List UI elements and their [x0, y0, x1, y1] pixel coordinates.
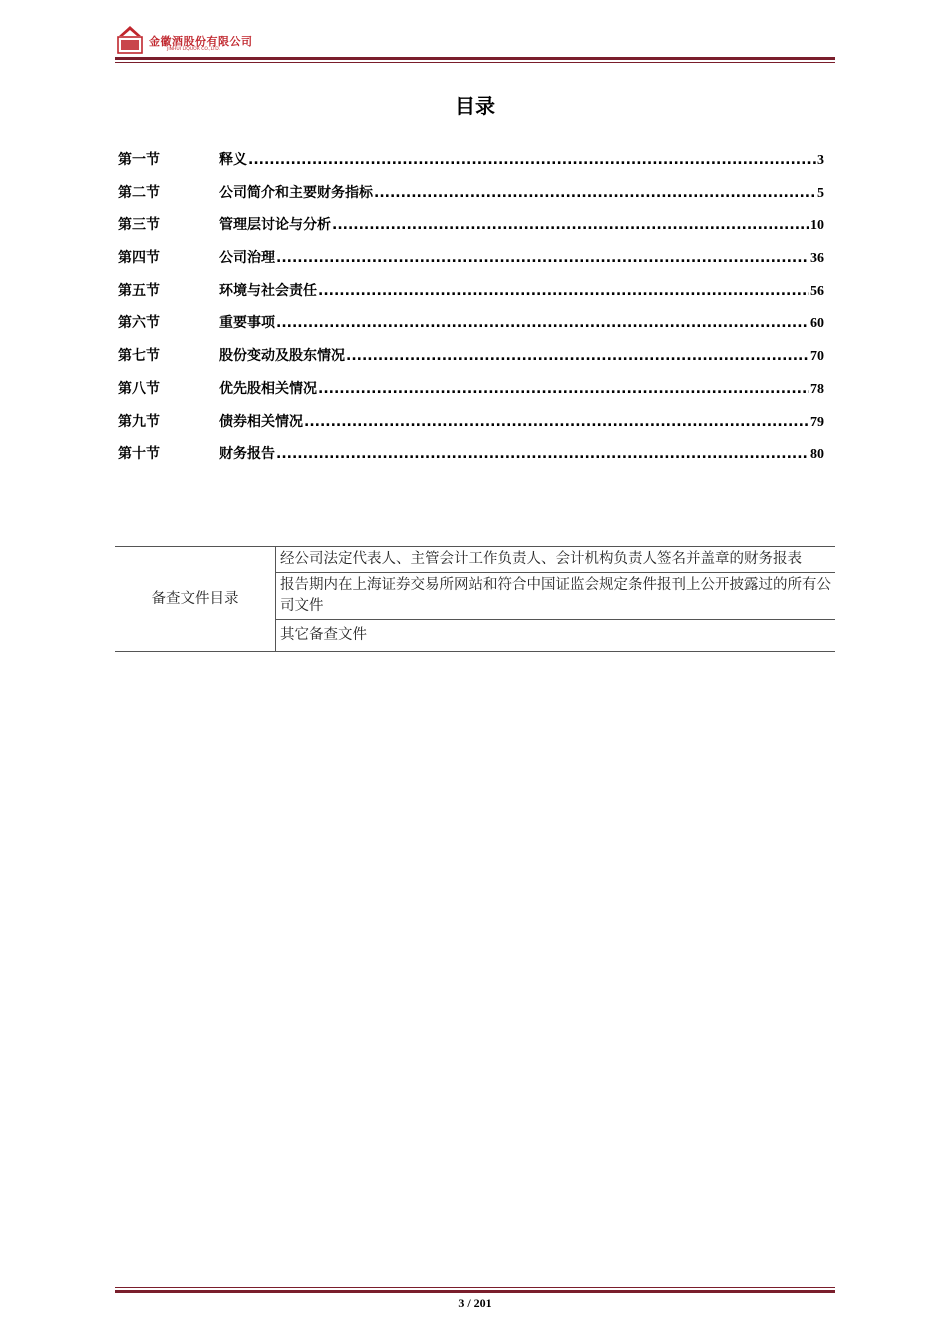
toc-section: 第五节 [118, 282, 160, 299]
footer-rule-thin [115, 1287, 835, 1288]
toc-row[interactable] [118, 345, 824, 378]
toc-page: 5 [817, 185, 824, 201]
toc-section: 第九节 [118, 413, 160, 430]
toc-page: 10 [810, 218, 824, 234]
page-number: 3 / 201 [458, 1296, 492, 1310]
company-name-english: JINHUI LIQUOR CO.,LTD. [167, 47, 221, 52]
toc-section: 第一节 [118, 152, 160, 168]
toc-section: 第六节 [118, 315, 160, 332]
toc-label: 公司治理 [219, 250, 275, 267]
footer-rule-thick [115, 1290, 835, 1293]
toc-section: 第十节 [118, 446, 160, 463]
toc-page: 56 [810, 283, 824, 299]
reference-item: 报告期内在上海证券交易所网站和符合中国证监会规定条件报刊上公开披露过的所有公司文件 [276, 573, 836, 620]
company-name: 金徽酒股份有限公司 [149, 35, 253, 48]
toc-section: 第七节 [118, 348, 160, 365]
toc-page: 3 [817, 153, 824, 168]
toc-row[interactable] [118, 280, 824, 313]
toc-label: 优先股相关情况 [219, 380, 317, 397]
reference-item: 其它备查文件 [276, 620, 836, 652]
page-title: 目录 [455, 94, 495, 118]
toc-leader [346, 348, 809, 364]
toc-row[interactable] [118, 149, 824, 182]
toc-leader [276, 315, 809, 331]
toc-row[interactable] [118, 247, 824, 280]
header-rule-thick [115, 57, 835, 60]
toc-leader [332, 217, 809, 233]
toc-section: 第二节 [118, 184, 160, 201]
table-of-contents [118, 149, 824, 476]
toc-leader [374, 185, 816, 201]
toc-page: 80 [810, 447, 824, 463]
toc-label: 释义 [219, 152, 247, 168]
toc-label: 环境与社会责任 [219, 282, 317, 299]
toc-page: 70 [810, 349, 824, 365]
toc-leader [318, 283, 809, 299]
toc-label: 债券相关情况 [219, 413, 303, 430]
toc-page: 78 [810, 381, 824, 397]
toc-row[interactable] [118, 182, 824, 215]
toc-section: 第四节 [118, 250, 160, 267]
toc-section: 第三节 [118, 217, 160, 234]
reference-item: 经公司法定代表人、主管会计工作负责人、会计机构负责人签名并盖章的财务报表 [276, 547, 836, 573]
toc-row[interactable] [118, 378, 824, 411]
toc-label: 财务报告 [219, 446, 275, 463]
toc-page: 36 [810, 251, 824, 267]
toc-section: 第八节 [118, 380, 160, 397]
toc-page: 79 [810, 414, 824, 430]
toc-label: 管理层讨论与分析 [219, 217, 331, 234]
reference-documents-table [115, 546, 835, 652]
toc-leader [318, 381, 809, 397]
company-logo-icon [115, 24, 145, 54]
toc-leader [304, 414, 809, 430]
toc-label: 重要事项 [219, 315, 275, 332]
toc-row[interactable] [118, 411, 824, 444]
toc-label: 公司简介和主要财务指标 [219, 184, 373, 201]
toc-page: 60 [810, 316, 824, 332]
reference-heading: 备查文件目录 [115, 547, 276, 652]
toc-leader [276, 250, 809, 266]
toc-leader [248, 152, 816, 168]
toc-label: 股份变动及股东情况 [219, 348, 345, 365]
table-row [115, 547, 835, 573]
header-rule-thin [115, 62, 835, 63]
toc-row[interactable] [118, 312, 824, 345]
toc-row[interactable] [118, 214, 824, 247]
toc-leader [276, 446, 809, 462]
toc-row[interactable] [118, 443, 824, 476]
